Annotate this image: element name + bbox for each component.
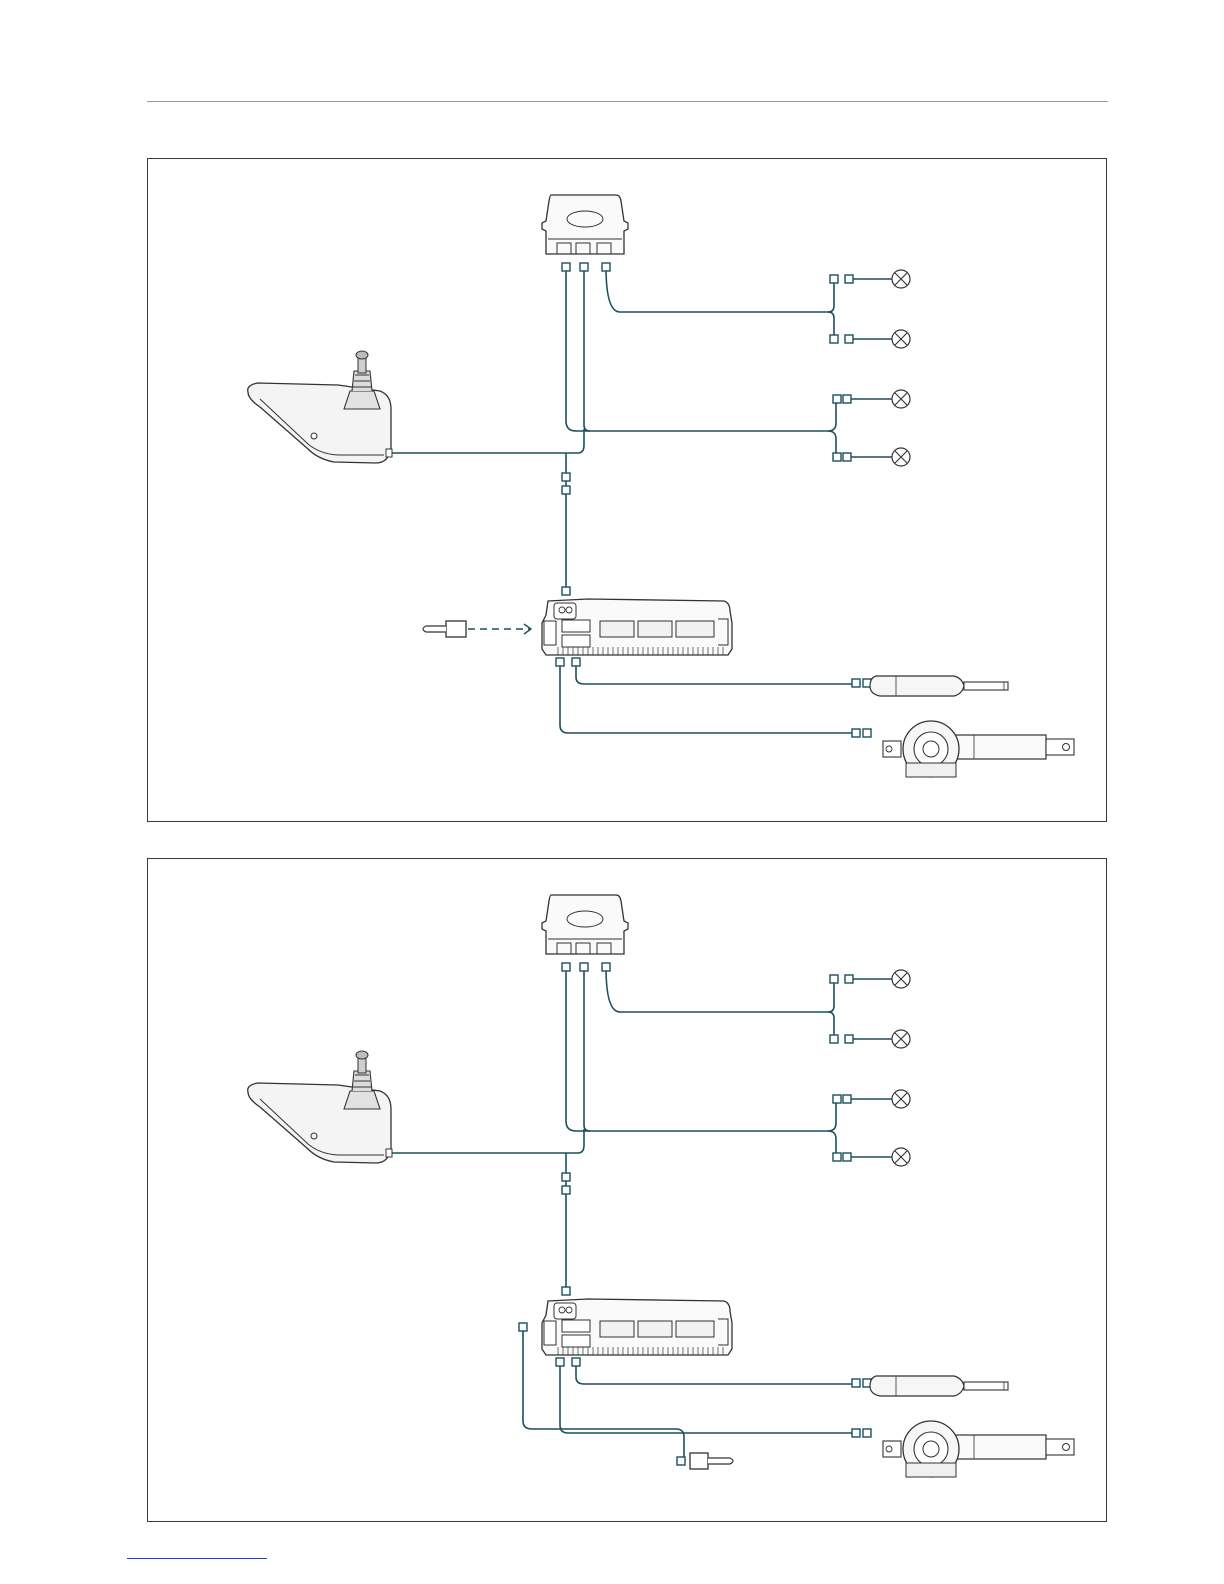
connector: [572, 658, 580, 666]
arrow-head: [524, 624, 531, 634]
lamp-icon: [892, 1090, 910, 1108]
wire: [584, 967, 590, 1131]
wire: [566, 267, 836, 431]
lamp-icon: [892, 448, 910, 466]
connector: [843, 453, 851, 461]
wiring-diagram-2-drawing: [148, 859, 1106, 1521]
wire: [560, 662, 854, 733]
connector: [830, 1035, 838, 1043]
lamp-icon: [892, 270, 910, 288]
connector: [843, 1095, 851, 1103]
connector: [562, 1287, 570, 1295]
wire: [566, 967, 836, 1131]
connector: [833, 453, 841, 461]
joystick-controller-icon: [248, 1051, 392, 1163]
connector: [852, 729, 860, 737]
connector: [852, 679, 860, 687]
connector: [845, 335, 853, 343]
connector: [677, 1457, 685, 1465]
connector: [863, 1429, 871, 1437]
wiring-diagram-1: [147, 158, 1107, 822]
wire: [576, 662, 854, 684]
lamp-icon: [892, 970, 910, 988]
connector: [562, 1173, 570, 1181]
light-module-icon: [542, 895, 628, 954]
connector: [845, 975, 853, 983]
wire: [392, 1129, 584, 1153]
wiring-diagram-2: [147, 858, 1107, 1522]
connector: [843, 395, 851, 403]
lamp-icon: [892, 1030, 910, 1048]
connector: [580, 263, 588, 271]
wire: [392, 429, 584, 453]
connector: [562, 963, 570, 971]
charger-plug-icon: [690, 1453, 733, 1469]
connector: [562, 486, 570, 494]
wire: [584, 267, 590, 431]
connector: [830, 275, 838, 283]
connector: [556, 658, 564, 666]
wire: [560, 1362, 854, 1433]
connector: [562, 263, 570, 271]
connector: [843, 1153, 851, 1161]
linear-actuator-icon: [870, 676, 1008, 696]
connector: [602, 263, 610, 271]
motor-actuator-icon: [883, 721, 1074, 777]
motor-actuator-icon: [883, 1421, 1074, 1477]
wire: [576, 1362, 854, 1384]
connector: [562, 473, 570, 481]
joystick-controller-icon: [248, 351, 392, 463]
power-module-icon: [542, 1299, 732, 1355]
wire: [606, 967, 834, 1012]
connector: [580, 963, 588, 971]
connector: [572, 1358, 580, 1366]
wire: [606, 267, 834, 312]
connector: [562, 1186, 570, 1194]
connector: [852, 1379, 860, 1387]
lamp-icon: [892, 1148, 910, 1166]
wiring-diagram-1-drawing: [148, 159, 1106, 821]
connector: [833, 395, 841, 403]
power-module-icon: [542, 599, 732, 655]
connector: [562, 587, 570, 595]
connector: [845, 1035, 853, 1043]
connector: [852, 1429, 860, 1437]
footer-rule: [127, 1558, 267, 1559]
lamp-icon: [892, 390, 910, 408]
connector: [833, 1095, 841, 1103]
connector: [863, 729, 871, 737]
connector: [833, 1153, 841, 1161]
header-rule: [147, 101, 1108, 102]
connector: [830, 335, 838, 343]
connector: [556, 1358, 564, 1366]
linear-actuator-icon: [870, 1376, 1008, 1396]
charger-plug-icon: [423, 621, 466, 637]
connector: [845, 275, 853, 283]
lamp-icon: [892, 330, 910, 348]
connector: [602, 963, 610, 971]
connector: [830, 975, 838, 983]
light-module-icon: [542, 195, 628, 254]
connector: [519, 1323, 527, 1331]
